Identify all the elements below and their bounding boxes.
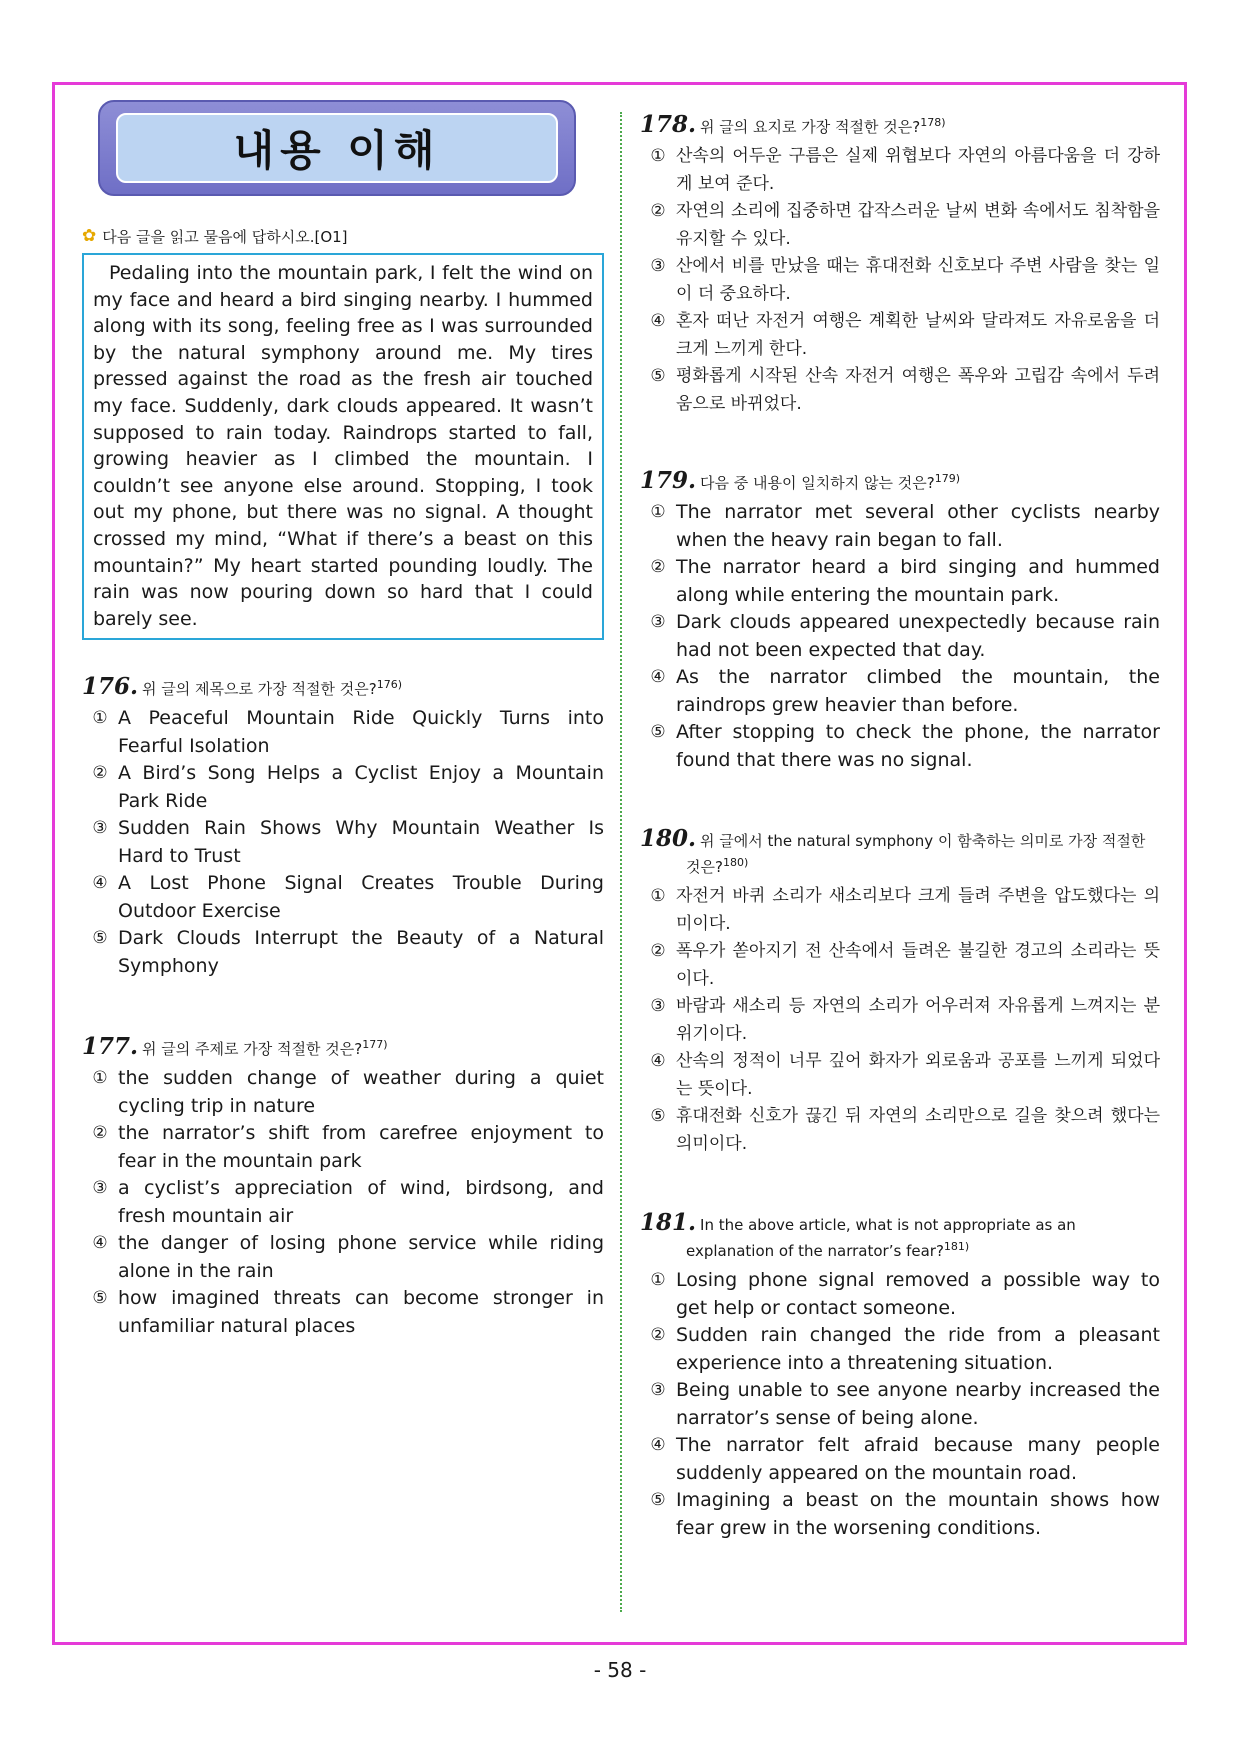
option-marker: ① (650, 886, 666, 906)
option-2[interactable] (640, 938, 1160, 993)
option-marker: ④ (92, 873, 108, 894)
question-number: 179. (640, 467, 697, 494)
question-header (640, 468, 1160, 494)
option-marker: ① (650, 1270, 666, 1290)
option-marker: ⑤ (92, 928, 108, 949)
option-marker: ③ (650, 996, 666, 1016)
option-marker: ④ (650, 667, 666, 687)
option-text: A Lost Phone Signal Creates Trouble During Outdoor Exercise (118, 872, 604, 922)
option-2[interactable] (82, 760, 604, 815)
reading-passage (82, 253, 604, 640)
right-column (640, 112, 1160, 1542)
option-marker: ④ (650, 1435, 666, 1455)
option-5[interactable] (82, 1285, 604, 1340)
option-text: 휴대전화 신호가 끊긴 뒤 자연의 소리만으로 길을 찾으려 했다는 의미이다. (676, 1106, 1160, 1154)
options-list (640, 143, 1160, 418)
option-4[interactable] (640, 308, 1160, 363)
question-177 (82, 1034, 604, 1340)
instruction (82, 226, 604, 247)
option-text: The narrator felt afraid because many people suddenly appeared on the mountain road. (676, 1434, 1160, 1484)
option-2[interactable] (82, 1120, 604, 1175)
option-marker: ⑤ (650, 722, 666, 742)
options-list (82, 705, 604, 980)
option-2[interactable] (640, 1322, 1160, 1377)
question-header (640, 112, 1160, 138)
option-text: Losing phone signal removed a possible way to get help or contact someone. (676, 1269, 1160, 1319)
option-3[interactable] (640, 253, 1160, 308)
option-3[interactable] (82, 1175, 604, 1230)
option-text: Being unable to see anyone nearby increased the narrator’s sense of being alone. (676, 1379, 1160, 1429)
option-text: After stopping to check the phone, the narrator found that there was no signal. (676, 721, 1160, 771)
option-text: a cyclist’s appreciation of wind, birdsong, and fresh mountain air (118, 1177, 604, 1227)
option-marker: ② (650, 557, 666, 577)
options-list (640, 499, 1160, 774)
option-1[interactable] (82, 705, 604, 760)
option-4[interactable] (82, 1230, 604, 1285)
option-text: how imagined threats can become stronger in unfamiliar natural places (118, 1287, 604, 1337)
option-marker: ③ (92, 818, 108, 839)
section-title-box (98, 100, 576, 196)
option-text: The narrator heard a bird singing and hummed along while entering the mountain park. (676, 556, 1160, 606)
option-marker: ① (650, 502, 666, 522)
question-text: 다음 중 내용이 일치하지 않는 것은? (700, 474, 935, 492)
option-text: Sudden Rain Shows Why Mountain Weather Is Hard to Trust (118, 817, 604, 867)
option-3[interactable] (640, 1377, 1160, 1432)
question-ref: 178) (920, 116, 946, 129)
option-5[interactable] (640, 1103, 1160, 1158)
option-marker: ④ (92, 1233, 108, 1254)
option-marker: ③ (650, 612, 666, 632)
option-marker: ① (650, 146, 666, 166)
question-179 (640, 468, 1160, 774)
question-text: 위 글에서 the natural symphony 이 함축하는 의미로 가장 적절한 것은? (686, 832, 1146, 876)
option-text: 산속의 어두운 구름은 실제 위협보다 자연의 아름다움을 더 강하게 보여 준다. (676, 146, 1160, 194)
option-1[interactable] (640, 883, 1160, 938)
option-marker: ① (92, 1068, 108, 1089)
column-divider (620, 112, 622, 1612)
option-marker: ③ (650, 256, 666, 276)
option-marker: ⑤ (650, 1490, 666, 1510)
option-marker: ② (650, 201, 666, 221)
question-header (82, 1034, 604, 1060)
option-text: A Peaceful Mountain Ride Quickly Turns into Fearful Isolation (118, 707, 604, 757)
question-header (82, 674, 604, 700)
question-ref: 179) (934, 472, 960, 485)
question-ref: 180) (722, 856, 749, 869)
option-text: the narrator’s shift from carefree enjoyment to fear in the mountain park (118, 1122, 604, 1172)
option-3[interactable] (640, 993, 1160, 1048)
option-text: the danger of losing phone service while riding alone in the rain (118, 1232, 604, 1282)
option-text: 자연의 소리에 집중하면 갑작스러운 날씨 변화 속에서도 침착함을 유지할 수 있다. (676, 201, 1160, 249)
question-ref: 177) (362, 1038, 388, 1052)
left-column (82, 100, 604, 1340)
option-marker: ③ (650, 1380, 666, 1400)
option-marker: ② (650, 941, 666, 961)
option-4[interactable] (640, 1432, 1160, 1487)
question-176 (82, 674, 604, 980)
option-text: 산속의 정적이 너무 깊어 화자가 외로움과 공포를 느끼게 되었다는 뜻이다. (676, 1051, 1160, 1099)
question-ref: 181) (943, 1240, 970, 1253)
option-4[interactable] (82, 870, 604, 925)
option-1[interactable] (640, 499, 1160, 554)
question-number: 180. (640, 825, 697, 852)
option-1[interactable] (82, 1065, 604, 1120)
passage-text: Pedaling into the mountain park, I felt the wind on my face and heard a bird singing nearby. I hummed along with its song, feeling free as I was surrounded by the natural symphony around me. My tires pressed against the road as the fresh air touched my face. Suddenly, dark clouds appeared. It wasn’t supposed to rain today. Raindrops started to fall, growing heavier as I climbed the mountain. I couldn’t see anyone else around. Stopping, I took out my phone, but there was no signal. A thought crossed my mind, “What if there’s a beast on this mountain?” My heart started pounding loudly. The rain was now pouring down so hard that I could barely see. (93, 262, 593, 630)
option-1[interactable] (640, 143, 1160, 198)
option-text: 바람과 새소리 등 자연의 소리가 어우러져 자유롭게 느껴지는 분위기이다. (676, 996, 1160, 1044)
option-marker: ② (92, 763, 108, 784)
option-4[interactable] (640, 1048, 1160, 1103)
flower-icon: ✿ (82, 226, 97, 246)
option-2[interactable] (640, 198, 1160, 253)
option-text: As the narrator climbed the mountain, the raindrops grew heavier than before. (676, 666, 1160, 716)
option-text: 혼자 떠난 자전거 여행은 계획한 날씨와 달라져도 자유로움을 더 크게 느끼게 한다. (676, 311, 1160, 359)
option-text: Sudden rain changed the ride from a pleasant experience into a threatening situation. (676, 1324, 1160, 1374)
option-4[interactable] (640, 664, 1160, 719)
question-text: 위 글의 요지로 가장 적절한 것은? (700, 118, 921, 136)
options-list (82, 1065, 604, 1340)
option-marker: ⑤ (92, 1288, 108, 1309)
option-text: A Bird’s Song Helps a Cyclist Enjoy a Mountain Park Ride (118, 762, 604, 812)
option-3[interactable] (82, 815, 604, 870)
option-marker: ④ (650, 311, 666, 331)
option-5[interactable] (640, 363, 1160, 418)
option-3[interactable] (640, 609, 1160, 664)
question-text: In the above article, what is not appropriate as an explanation of the narrator’s fear? (686, 1216, 1076, 1260)
option-text: 산에서 비를 만났을 때는 휴대전화 신호보다 주변 사람을 찾는 일이 더 중요하다. (676, 256, 1160, 304)
options-list (640, 883, 1160, 1158)
option-5[interactable] (640, 1487, 1160, 1542)
option-text: Dark Clouds Interrupt the Beauty of a Natural Symphony (118, 927, 604, 977)
question-number: 181. (640, 1209, 697, 1236)
option-text: Imagining a beast on the mountain shows how fear grew in the worsening conditions. (676, 1489, 1160, 1539)
question-number: 176. (82, 673, 139, 701)
option-text: 평화롭게 시작된 산속 자전거 여행은 폭우와 고립감 속에서 두려움으로 바뀌었다. (676, 366, 1160, 414)
page-number: - 58 - (593, 1658, 647, 1682)
option-marker: ② (650, 1325, 666, 1345)
question-178 (640, 112, 1160, 418)
question-text: 위 글의 주제로 가장 적절한 것은? (142, 1040, 363, 1059)
question-number: 178. (640, 111, 697, 138)
section-title: 내용 이해 (233, 126, 441, 175)
option-5[interactable] (640, 719, 1160, 774)
option-marker: ⑤ (650, 1106, 666, 1126)
option-marker: ② (92, 1123, 108, 1144)
option-text: Dark clouds appeared unexpectedly because rain had not been expected that day. (676, 611, 1160, 661)
option-text: The narrator met several other cyclists nearby when the heavy rain began to fall. (676, 501, 1160, 551)
instruction-text: 다음 글을 읽고 물음에 답하시오.[O1] (102, 228, 348, 246)
option-2[interactable] (640, 554, 1160, 609)
options-list (640, 1267, 1160, 1542)
option-marker: ① (92, 708, 108, 729)
question-header (640, 825, 1160, 878)
option-text: 자전거 바퀴 소리가 새소리보다 크게 들려 주변을 압도했다는 의미이다. (676, 886, 1160, 934)
question-180 (640, 825, 1160, 1158)
section-title-inner (116, 113, 558, 183)
option-text: the sudden change of weather during a quiet cycling trip in nature (118, 1067, 604, 1117)
question-text: 위 글의 제목으로 가장 적절한 것은? (142, 680, 377, 699)
option-5[interactable] (82, 925, 604, 980)
question-ref: 176) (376, 678, 402, 692)
question-header (640, 1209, 1160, 1262)
option-marker: ④ (650, 1051, 666, 1071)
option-text: 폭우가 쏟아지기 전 산속에서 들려온 불길한 경고의 소리라는 뜻이다. (676, 941, 1160, 989)
option-marker: ③ (92, 1178, 108, 1199)
question-181 (640, 1209, 1160, 1542)
option-marker: ⑤ (650, 366, 666, 386)
question-number: 177. (82, 1033, 139, 1061)
option-1[interactable] (640, 1267, 1160, 1322)
